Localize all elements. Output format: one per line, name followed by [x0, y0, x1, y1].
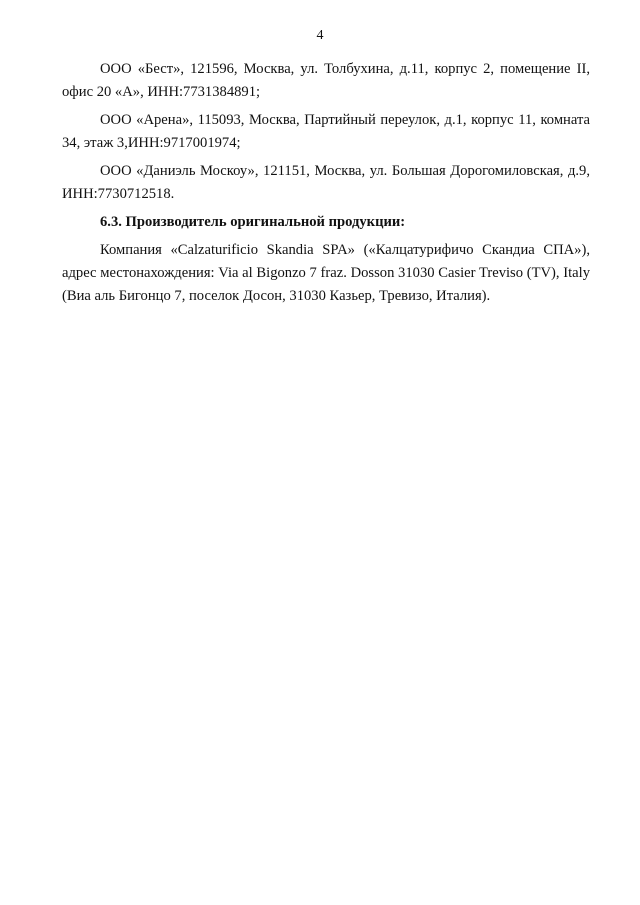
- paragraph-best-address: ООО «Бест», 121596, Москва, ул. Толбухина, д.11, корпус 2, помещение II, офис 20 «А», ИНН:7731384891;: [62, 61, 590, 100]
- section-heading: 6.3. Производитель оригинальной продукции:: [100, 214, 406, 230]
- page-number: 4: [316, 28, 324, 43]
- paragraph-arena-address: ООО «Арена», 115093, Москва, Партийный переулок, д.1, корпус 11, комната 34, этаж 3,ИНН:9717001974;: [62, 112, 590, 151]
- document-body: [62, 58, 590, 313]
- manufacturer-paragraph: Компания «Calzaturificio Skandia SPA» («Калцатурифичо Скандиа СПА»), адрес местонахождения: Via al Bigonzo 7 fraz. Dosson 31030 Casier Treviso (TV), Italy (Виа аль Бигонцо 7, поселок Досон, 31030 Казьер, Тревизо, Италия).: [62, 242, 590, 304]
- paragraph-daniel-moscow-address: ООО «Даниэль Москоу», 121151, Москва, ул. Большая Дорогомиловская, д.9, ИНН:7730712518.: [62, 163, 590, 202]
